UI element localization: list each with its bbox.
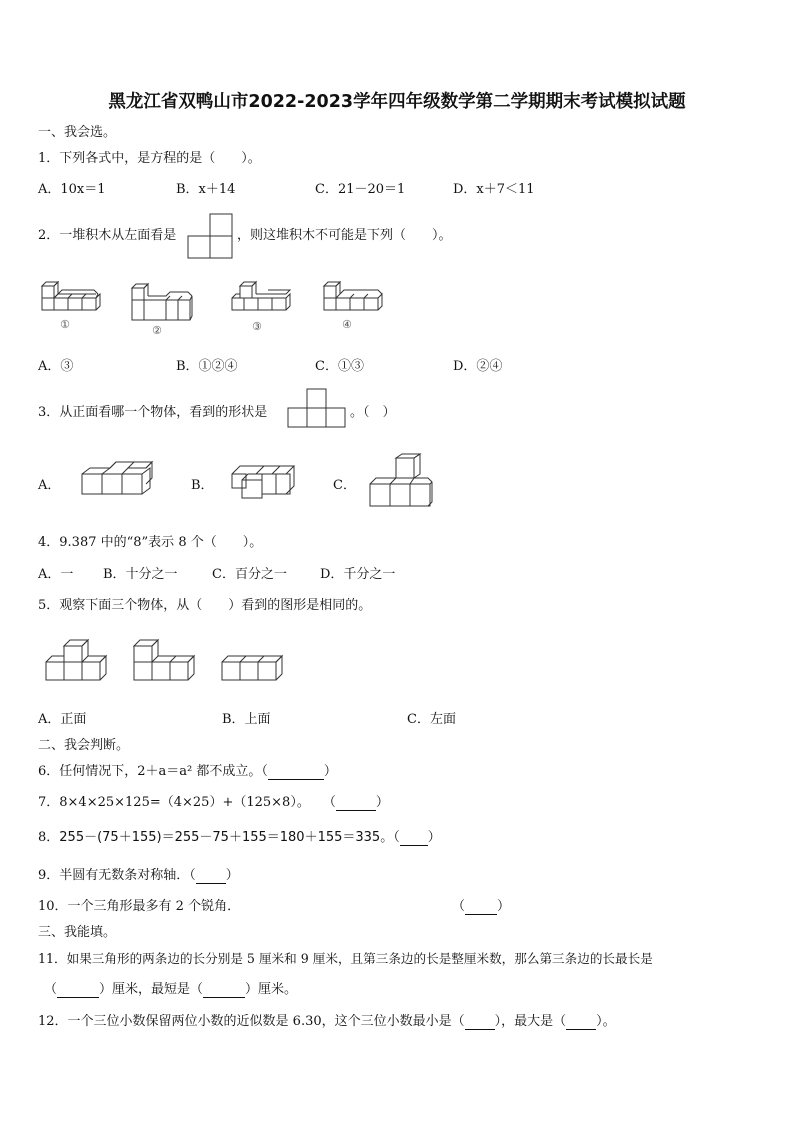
q5-object-1-figure: [44, 638, 110, 684]
q6-answer-blank[interactable]: [268, 764, 324, 780]
q1-option-b[interactable]: B．x＋14: [176, 182, 236, 197]
question-12-part-b: ），最大是（: [494, 1014, 567, 1029]
q5-object-2-figure: [130, 638, 198, 684]
page-title: 黑龙江省双鸭山市2022-2023学年四年级数学第二学期期末考试模拟试题: [108, 92, 686, 112]
question-3-stem-tail: 。（ ）: [350, 405, 396, 420]
question-9-text: 9．半圆有无数条对称轴．（: [38, 868, 196, 883]
question-7-tail: ）: [375, 795, 389, 810]
section-heading-2: 二、我会判断。: [38, 738, 130, 753]
q3-option-b[interactable]: B．: [191, 478, 214, 493]
q3-option-a[interactable]: A．: [38, 478, 61, 493]
q4-option-b[interactable]: B．十分之一: [103, 567, 178, 582]
q12-answer-blank-min[interactable]: [465, 1014, 495, 1030]
q4-option-a[interactable]: A．一: [38, 567, 74, 582]
q2-figure-4-label: ④: [342, 318, 352, 331]
q2-figure-2-label: ②: [152, 324, 162, 337]
question-6-tail: ）: [323, 764, 337, 779]
q3-option-a-figure: [80, 460, 160, 502]
q7-answer-blank[interactable]: [336, 795, 376, 811]
q10-answer-blank[interactable]: [465, 899, 497, 915]
q3-option-b-figure: [228, 462, 302, 502]
q3-option-c[interactable]: C．: [333, 478, 356, 493]
q12-answer-blank-max[interactable]: [566, 1014, 596, 1030]
q1-option-a[interactable]: A．10x＝1: [38, 182, 106, 197]
question-3-stem: 3．从正面看哪一个物体，看到的形状是: [38, 405, 268, 420]
q2-option-a[interactable]: A．③: [38, 359, 74, 374]
question-10-text: 10．一个三角形最多有 2 个锐角．: [38, 899, 241, 914]
question-8-tail: ）: [427, 830, 441, 845]
question-8-label: 8．: [38, 830, 60, 845]
question-6-text: 6．任何情况下，2＋a＝a² 都不成立。（: [38, 764, 268, 779]
question-1: 1．下列各式中，是方程的是（ ）。: [38, 151, 261, 166]
q8-answer-blank[interactable]: [400, 830, 428, 846]
question-8: [38, 826, 441, 846]
q3-option-c-figure: [366, 452, 438, 508]
question-2-stem: 2．一堆积木从左面看是: [38, 228, 177, 243]
question-10-answer: [452, 895, 510, 915]
q2-figure-1-label: ①: [60, 318, 70, 331]
q11-end: ）厘米。: [245, 982, 298, 997]
q2-figure-4: [320, 278, 384, 334]
question-9-tail: ）: [225, 868, 239, 883]
question-6: [38, 760, 337, 780]
q2-option-b[interactable]: B．①②④: [176, 359, 238, 374]
question-9: [38, 864, 239, 884]
q8-formula: 255－(75＋155)＝255－75＋155＝180＋155＝335: [59, 830, 381, 845]
q3-front-view-figure: [288, 388, 348, 428]
q11-answer-blank-longest[interactable]: [57, 982, 99, 998]
question-11-line1: 11．如果三角形的两条边的长分别是 5 厘米和 9 厘米，且第三条边的长是整厘米数，那么第三条边的长最长是: [38, 951, 653, 966]
question-10-tail: ）: [497, 899, 511, 914]
question-4: 4．9.387 中的“8”表示 8 个（ ）。: [38, 535, 263, 550]
q9-answer-blank[interactable]: [196, 868, 226, 884]
q5-option-a[interactable]: A．正面: [38, 712, 87, 727]
section-heading-3: 三、我能填。: [38, 925, 117, 940]
q2-figure-2: [130, 280, 194, 336]
q5-object-3-figure: [220, 654, 286, 684]
q1-option-d[interactable]: D．x＋7＜11: [453, 182, 535, 197]
question-7-text: 7．8×4×25×125=（4×25）+（125×8）。 （: [38, 795, 336, 810]
question-11-line2: [44, 978, 297, 998]
q2-figure-1: [38, 278, 102, 334]
question-8-open: 。（: [380, 830, 400, 845]
q1-option-c[interactable]: C．21－20＝1: [315, 182, 406, 197]
q2-left-view-figure: [188, 212, 234, 258]
question-7: [38, 791, 389, 811]
q5-option-b[interactable]: B．上面: [222, 712, 271, 727]
q4-option-c[interactable]: C．百分之一: [212, 567, 287, 582]
q11-open-1: （: [44, 982, 58, 997]
question-2-stem-tail: ，则这堆积木不可能是下列（ ）。: [237, 228, 452, 243]
q2-option-c[interactable]: C．①③: [315, 359, 364, 374]
q2-figure-3-label: ③: [252, 320, 262, 333]
q11-middle: ）厘米，最短是（: [99, 982, 204, 997]
question-12-part-a: 12．一个三位小数保留两位小数的近似数是 6.30，这个三位小数最小是（: [38, 1014, 465, 1029]
question-12: [38, 1010, 616, 1030]
q2-figure-3: [228, 278, 292, 334]
question-10-open: （: [452, 899, 466, 914]
question-5: 5．观察下面三个物体，从（ ）看到的图形是相同的。: [38, 598, 372, 613]
q2-option-d[interactable]: D．②④: [453, 359, 503, 374]
q5-option-c[interactable]: C．左面: [407, 712, 456, 727]
q4-option-d[interactable]: D．千分之一: [320, 567, 396, 582]
question-12-part-c: ）。: [596, 1014, 616, 1029]
section-heading-1: 一、我会选。: [38, 125, 117, 140]
q11-answer-blank-shortest[interactable]: [203, 982, 245, 998]
